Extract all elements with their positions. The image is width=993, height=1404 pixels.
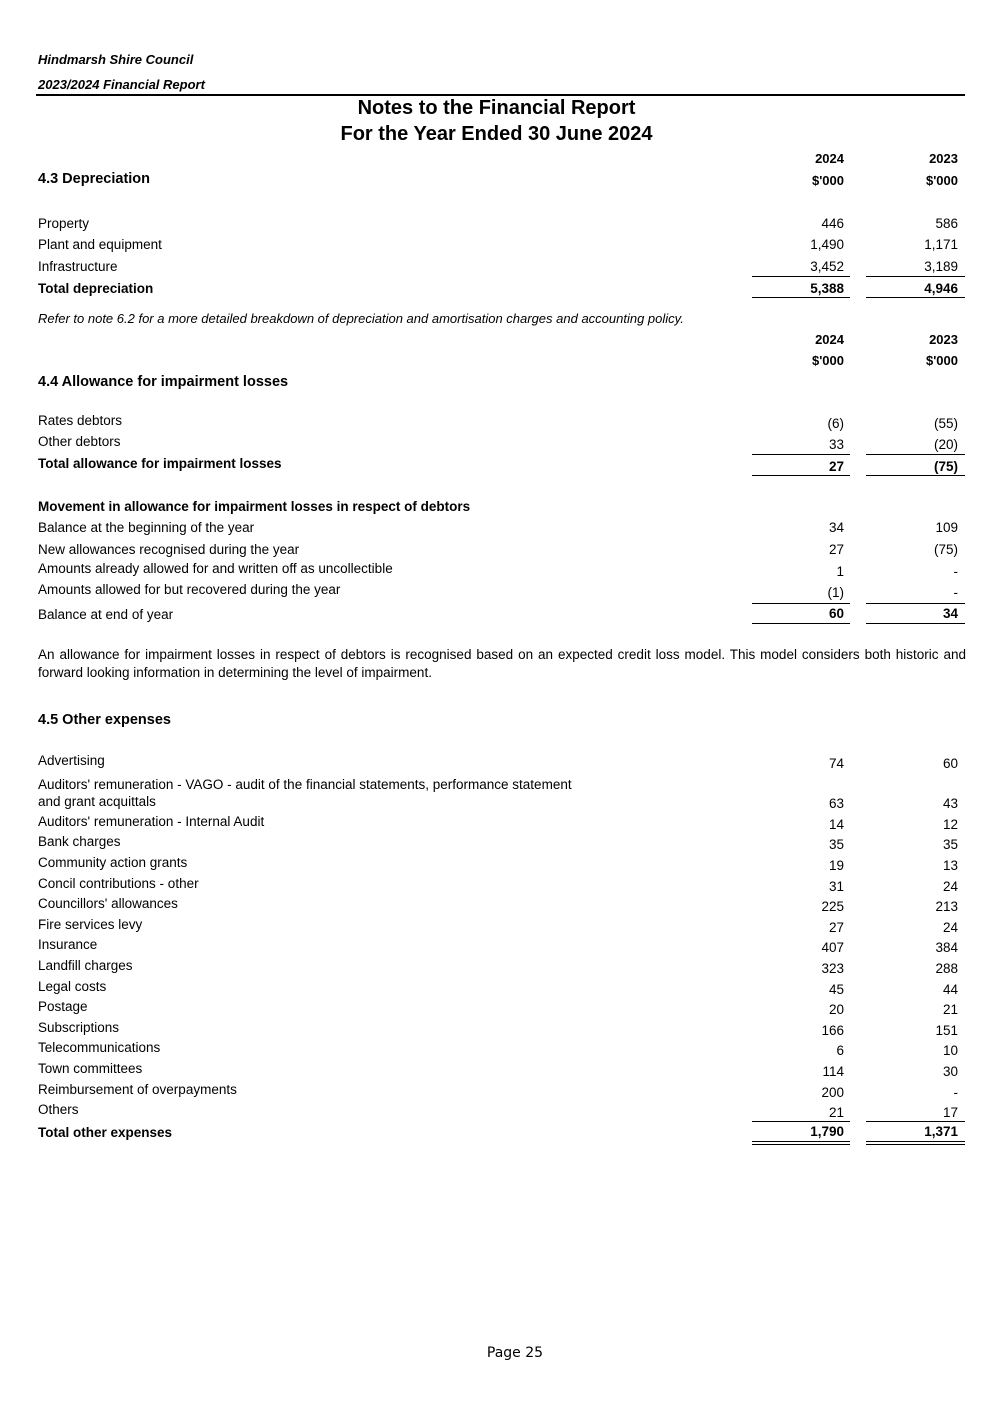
total-line xyxy=(752,1144,850,1145)
total-line xyxy=(752,623,850,624)
row-label: Rates debtors xyxy=(38,413,123,428)
row-label: New allowances recognised during the year xyxy=(38,542,300,557)
value-2024: 19 xyxy=(828,858,844,873)
value-2023: 60 xyxy=(942,756,958,771)
value-2024: 14 xyxy=(828,817,844,832)
value-2023: 24 xyxy=(942,920,958,935)
row-label: Town committees xyxy=(38,1061,143,1076)
value-2024: 63 xyxy=(828,796,844,811)
total-line xyxy=(866,1141,965,1142)
value-2023: 35 xyxy=(942,837,958,852)
row-label: Fire services levy xyxy=(38,917,143,932)
value-2024: 3,452 xyxy=(810,259,844,274)
row-label: Plant and equipment xyxy=(38,237,162,252)
row-label: Auditors' remuneration - Internal Audit xyxy=(38,814,265,829)
value-2023: 44 xyxy=(942,982,958,997)
value-2024: 166 xyxy=(821,1023,844,1038)
value-2024: 74 xyxy=(828,756,844,771)
section-heading: 4.4 Allowance for impairment losses xyxy=(38,374,289,390)
value-2024: 114 xyxy=(822,1064,844,1079)
value-2023: - xyxy=(953,1085,958,1100)
row-label: Insurance xyxy=(38,937,98,952)
total-line xyxy=(752,297,850,298)
row-label: Property xyxy=(38,216,90,231)
subtotal-line xyxy=(752,276,850,277)
value-2024: 446 xyxy=(821,216,844,231)
value-2024: 6 xyxy=(836,1043,844,1058)
value-2023: (55) xyxy=(933,416,958,431)
col-year-2024: 2024 xyxy=(815,332,844,347)
report-name: 2023/2024 Financial Report xyxy=(38,77,205,92)
value-2024: 323 xyxy=(821,961,844,976)
col-year-2023: 2023 xyxy=(929,151,958,166)
row-label: Infrastructure xyxy=(38,259,118,274)
subtotal-line xyxy=(866,603,965,604)
total-line xyxy=(866,623,965,624)
total-line xyxy=(866,1144,965,1145)
value-2023: 24 xyxy=(942,879,958,894)
row-label: Landfill charges xyxy=(38,958,133,973)
col-unit-2024: $'000 xyxy=(811,353,844,368)
value-2023: 288 xyxy=(935,961,958,976)
value-2023: 12 xyxy=(942,817,958,832)
value-2024: 20 xyxy=(828,1002,844,1017)
depreciation-note: Refer to note 6.2 for a more detailed breakdown of depreciation and amortisation charges and accounting policy. xyxy=(38,311,684,326)
value-2023: - xyxy=(953,585,958,600)
total-2024: 1,790 xyxy=(810,1124,844,1139)
page-subtitle: For the Year Ended 30 June 2024 xyxy=(340,123,653,145)
total-label: Total other expenses xyxy=(38,1125,173,1140)
section-heading: 4.3 Depreciation xyxy=(38,171,151,187)
subtotal-line xyxy=(866,276,965,277)
value-2024: 21 xyxy=(828,1105,844,1120)
value-2023: (75) xyxy=(933,542,958,557)
row-label: Telecommunications xyxy=(38,1040,161,1055)
value-2024: (1) xyxy=(827,585,844,600)
col-year-2024: 2024 xyxy=(815,151,844,166)
total-line xyxy=(752,475,850,476)
value-2024: 407 xyxy=(821,940,844,955)
total-2024: 5,388 xyxy=(810,281,844,296)
value-2023: 213 xyxy=(935,899,958,914)
subtotal-line xyxy=(752,1121,850,1122)
value-2023: 21 xyxy=(942,1002,958,1017)
value-2024: 35 xyxy=(828,837,844,852)
row-label: Balance at the beginning of the year xyxy=(38,520,255,535)
value-2023: 3,189 xyxy=(924,259,958,274)
subtotal-line xyxy=(752,454,850,455)
value-2023: 43 xyxy=(942,796,958,811)
impairment-paragraph: An allowance for impairment losses in respect of debtors is recognised based on an expected credit loss model. This model considers both historic and forward looking information in determining the level of impairment. xyxy=(38,647,966,680)
value-2024: 27 xyxy=(828,542,844,557)
total-2023: 34 xyxy=(942,606,958,621)
value-2023: 10 xyxy=(942,1043,958,1058)
col-year-2023: 2023 xyxy=(929,332,958,347)
value-2024: 225 xyxy=(821,899,844,914)
value-2023: 17 xyxy=(942,1105,958,1120)
total-2023: 1,371 xyxy=(924,1124,958,1139)
value-2023: 30 xyxy=(942,1064,958,1079)
value-2024: 1,490 xyxy=(810,237,844,252)
row-label: Reimbursement of overpayments xyxy=(38,1082,237,1097)
row-label: Legal costs xyxy=(38,979,107,994)
value-2023: 109 xyxy=(935,520,958,535)
row-label: Subscriptions xyxy=(38,1020,120,1035)
section-heading: 4.5 Other expenses xyxy=(38,712,171,728)
total-label: Balance at end of year xyxy=(38,607,174,622)
value-2024: 31 xyxy=(828,879,844,894)
row-label-continued: and grant acquittals xyxy=(38,794,156,809)
row-label: Community action grants xyxy=(38,855,188,870)
total-line xyxy=(866,475,965,476)
page-title: Notes to the Financial Report xyxy=(357,97,636,119)
total-2024: 27 xyxy=(828,459,844,474)
col-unit-2024: $'000 xyxy=(811,173,844,188)
total-2024: 60 xyxy=(828,606,844,621)
value-2024: 45 xyxy=(828,982,844,997)
subtotal-line xyxy=(866,1121,965,1122)
value-2024: (6) xyxy=(827,416,844,431)
total-label: Total allowance for impairment losses xyxy=(38,456,282,471)
col-unit-2023: $'000 xyxy=(925,353,958,368)
row-label: Amounts already allowed for and written off as uncollectible xyxy=(38,561,393,576)
row-label: Others xyxy=(38,1102,79,1117)
row-label: Postage xyxy=(38,999,88,1014)
value-2023: 1,171 xyxy=(924,237,958,252)
total-label: Total depreciation xyxy=(38,281,154,296)
subtotal-line xyxy=(866,454,965,455)
total-2023: 4,946 xyxy=(924,281,958,296)
value-2024: 200 xyxy=(821,1085,844,1100)
row-label: Bank charges xyxy=(38,834,121,849)
value-2023: - xyxy=(953,564,958,579)
row-label: Concil contributions - other xyxy=(38,876,199,891)
value-2024: 27 xyxy=(828,920,844,935)
value-2023: 384 xyxy=(935,940,958,955)
value-2023: 586 xyxy=(935,216,958,231)
row-label: Advertising xyxy=(38,753,105,768)
col-unit-2023: $'000 xyxy=(925,173,958,188)
value-2023: (20) xyxy=(933,437,958,452)
value-2024: 34 xyxy=(828,520,844,535)
total-line xyxy=(752,1141,850,1142)
value-2023: 13 xyxy=(942,858,958,873)
row-label: Councillors' allowances xyxy=(38,896,178,911)
subtotal-line xyxy=(752,603,850,604)
page-number: Page 25 xyxy=(486,1345,544,1361)
value-2024: 1 xyxy=(836,564,844,579)
value-2024: 33 xyxy=(828,437,844,452)
value-2023: 151 xyxy=(935,1023,958,1038)
row-label: Other debtors xyxy=(38,434,121,449)
header-rule xyxy=(36,94,965,96)
row-label: Amounts allowed for but recovered during the year xyxy=(38,582,341,597)
total-line xyxy=(866,297,965,298)
council-name: Hindmarsh Shire Council xyxy=(38,52,194,67)
total-2023: (75) xyxy=(933,459,958,474)
row-label: Auditors' remuneration - VAGO - audit of the financial statements, performance statement xyxy=(38,777,572,792)
movement-heading: Movement in allowance for impairment losses in respect of debtors xyxy=(38,499,471,514)
